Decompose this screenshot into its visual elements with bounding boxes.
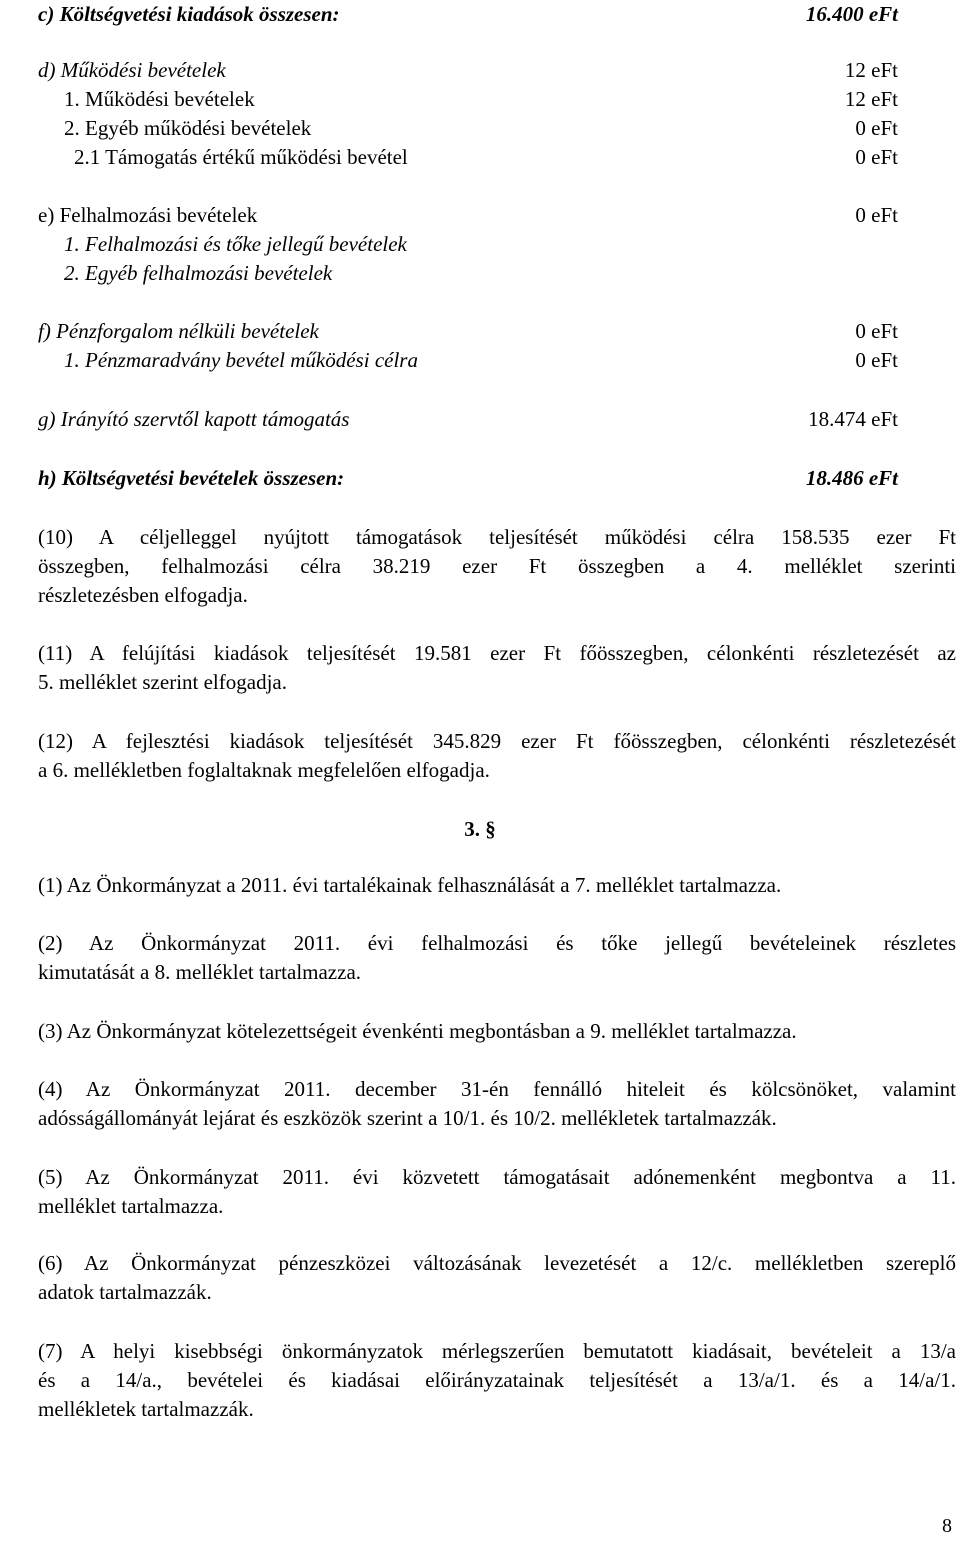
row-value: 0 eFt	[855, 348, 898, 372]
budget-row-f	[38, 317, 898, 346]
paragraph-10	[38, 523, 956, 610]
row-label: 2. Egyéb felhalmozási bevételek	[64, 261, 333, 285]
paragraph-line: (4) Az Önkormányzat 2011. december 31-én fennálló hiteleit és kölcsönöket, valamint	[38, 1077, 956, 1101]
row-label: 1. Pénzmaradvány bevétel működési célra	[64, 348, 418, 372]
paragraph-7	[38, 1337, 956, 1424]
row-label: 1. Felhalmozási és tőke jellegű bevételek	[64, 232, 407, 256]
paragraph-line: (6) Az Önkormányzat pénzeszközei változásának levezetését a 12/c. mellékletben szereplő	[38, 1251, 956, 1275]
paragraph-line: (10) A céljelleggel nyújtott támogatások teljesítését működési célra 158.535 ezer Ft	[38, 525, 956, 549]
row-label: e) Felhalmozási bevételek	[38, 203, 258, 227]
paragraph-line: (3) Az Önkormányzat kötelezettségeit évenkénti megbontásban a 9. melléklet tartalmazza.	[38, 1019, 797, 1043]
row-value: 0 eFt	[855, 203, 898, 227]
row-label: 2.1 Támogatás értékű működési bevétel	[74, 145, 408, 169]
budget-row-d2	[38, 114, 898, 143]
paragraph-12	[38, 727, 956, 785]
row-value: 12 eFt	[844, 87, 898, 111]
row-label: 2. Egyéb működési bevételek	[64, 116, 312, 140]
paragraph-line: 5. melléklet szerint elfogadja.	[38, 670, 287, 694]
paragraph-6	[38, 1249, 956, 1307]
paragraph-line: (11) A felújítási kiadások teljesítését 19.581 ezer Ft főösszegben, célonkénti részletezését az	[38, 641, 956, 665]
paragraph-1	[38, 871, 956, 900]
paragraph-line: kimutatását a 8. melléklet tartalmazza.	[38, 960, 362, 984]
budget-row-d	[38, 56, 898, 85]
paragraph-line: (5) Az Önkormányzat 2011. évi közvetett támogatásait adónemenként megbontva a 11.	[38, 1165, 956, 1189]
paragraph-line: (12) A fejlesztési kiadások teljesítését 345.829 ezer Ft főösszegben, célonkénti részletezését	[38, 729, 956, 753]
row-value: 0 eFt	[855, 116, 898, 140]
paragraph-2	[38, 929, 956, 987]
row-value: 18.486 eFt	[805, 466, 898, 490]
section-heading: 3. §	[464, 817, 496, 841]
paragraph-line: a 6. mellékletben foglaltaknak megfelelően elfogadja.	[38, 758, 490, 782]
row-label: g) Irányító szervtől kapott támogatás	[38, 407, 350, 431]
paragraph-line: (1) Az Önkormányzat a 2011. évi tartalékainak felhasználását a 7. melléklet tartalmazza.	[38, 873, 782, 897]
paragraph-line: (7) A helyi kisebbségi önkormányzatok mérlegszerűen bemutatott kiadásait, bevételeit a 13/a	[38, 1339, 956, 1363]
row-value: 16.400 eFt	[805, 2, 898, 26]
paragraph-line: adósságállományát lejárat és eszközök szerint a 10/1. és 10/2. mellékletek tartalmazzák.	[38, 1106, 777, 1130]
paragraph-line: adatok tartalmazzák.	[38, 1280, 212, 1304]
budget-row-g	[38, 405, 898, 434]
budget-row-h-total	[38, 464, 898, 493]
paragraph-11	[38, 639, 956, 697]
paragraph-line: (2) Az Önkormányzat 2011. évi felhalmozási és tőke jellegű bevételeinek részletes	[38, 931, 956, 955]
paragraph-line: részletezésben elfogadja.	[38, 583, 248, 607]
paragraph-line: melléklet tartalmazza.	[38, 1194, 224, 1218]
row-value: 18.474 eFt	[808, 407, 898, 431]
paragraph-line: mellékletek tartalmazzák.	[38, 1397, 254, 1421]
row-value: 12 eFt	[844, 58, 898, 82]
row-label: d) Működési bevételek	[38, 58, 226, 82]
budget-row-d1	[38, 85, 898, 114]
paragraph-5	[38, 1163, 956, 1221]
row-value: 0 eFt	[855, 319, 898, 343]
page-number: 8	[942, 1515, 952, 1537]
budget-row-f1	[38, 346, 898, 375]
paragraph-3	[38, 1017, 956, 1046]
paragraph-line: összegben, felhalmozási célra 38.219 ezer Ft összegben a 4. melléklet szerinti	[38, 554, 956, 578]
paragraph-4	[38, 1075, 956, 1133]
paragraph-line: és a 14/a., bevételei és kiadásai előirányzatainak teljesítését a 13/a/1. és a 14/a/1.	[38, 1368, 956, 1392]
budget-row-e1	[38, 230, 898, 259]
budget-row-e2	[38, 259, 898, 288]
row-label: 1. Működési bevételek	[64, 87, 255, 111]
budget-row-d21	[38, 143, 898, 172]
row-label: c) Költségvetési kiadások összesen:	[38, 2, 340, 26]
budget-row-c-total	[38, 0, 898, 29]
budget-row-e	[38, 201, 898, 230]
row-label: h) Költségvetési bevételek összesen:	[38, 466, 345, 490]
row-label: f) Pénzforgalom nélküli bevételek	[38, 319, 319, 343]
row-value: 0 eFt	[855, 145, 898, 169]
